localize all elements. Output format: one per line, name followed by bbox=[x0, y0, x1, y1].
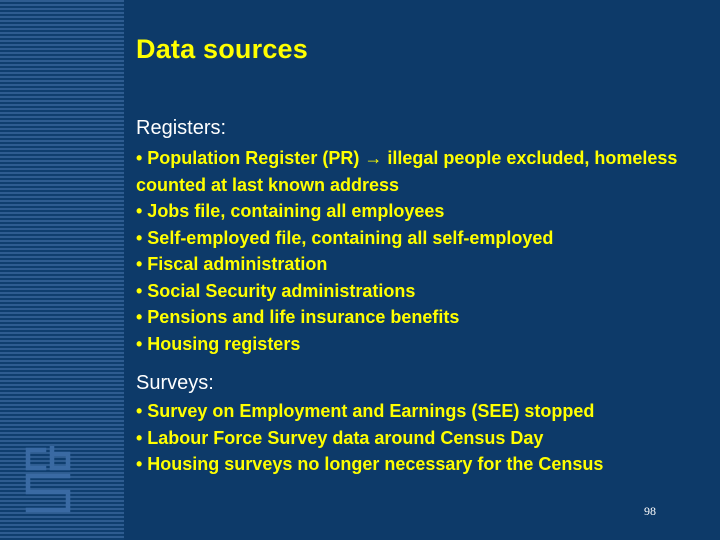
registers-heading: Registers: bbox=[136, 117, 227, 139]
list-item: • Fiscal administration bbox=[136, 254, 328, 274]
list-item: • Housing surveys no longer necessary for the Census bbox=[136, 454, 604, 474]
list-item: • Pensions and life insurance benefits bbox=[136, 307, 460, 327]
list-item: • Survey on Employment and Earnings (SEE) stopped bbox=[136, 401, 595, 421]
surveys-heading: Surveys: bbox=[136, 372, 214, 394]
cbs-logo bbox=[24, 446, 72, 520]
surveys-list bbox=[136, 398, 716, 478]
list-item: • Self-employed file, containing all self-employed bbox=[136, 227, 554, 248]
page-number: 98 bbox=[644, 504, 656, 518]
list-item: • Jobs file, containing all employees bbox=[136, 201, 445, 221]
registers-list bbox=[136, 145, 716, 357]
list-item: • Housing registers bbox=[136, 333, 301, 354]
list-item: • Population Register (PR) → illegal people excluded, homeless counted at last known address bbox=[136, 148, 678, 195]
slide-title: Data sources bbox=[136, 34, 308, 64]
list-item: • Social Security administrations bbox=[136, 280, 416, 301]
list-item: • Labour Force Survey data around Census Day bbox=[136, 427, 544, 448]
